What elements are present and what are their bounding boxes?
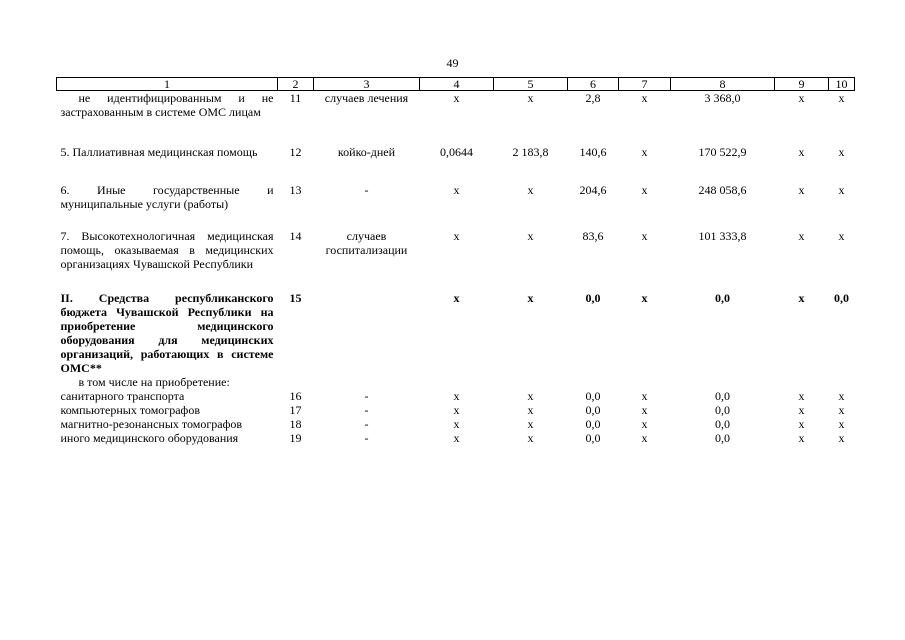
table-cell: 248 058,6 (698, 183, 747, 197)
table-cell: 0,0 (585, 389, 601, 403)
table-cell: х (453, 389, 460, 403)
table-cell: 17 (289, 403, 302, 417)
row-label: 7. Высокотехнологичная медицинская помощь, оказываемая в медицинских организациях Чувашской Республики (60, 229, 274, 271)
table-cell: 11 (289, 91, 302, 105)
table-cell: х (453, 91, 460, 105)
table-row (57, 229, 855, 291)
table-cell: - (364, 417, 369, 431)
table-cell: х (641, 183, 648, 197)
table-cell: х (641, 91, 648, 105)
col-header: 7 (619, 78, 671, 91)
table-cell (568, 375, 619, 389)
table-cell: 204,6 (579, 183, 607, 197)
table-cell: 0,0 (715, 417, 730, 431)
table-cell: 0,0 (585, 431, 601, 445)
table-cell (494, 375, 568, 389)
col-header: 3 (314, 78, 420, 91)
table-cell: 0,0 (585, 403, 601, 417)
table-cell: 83,6 (582, 229, 604, 243)
table-cell: х (527, 183, 534, 197)
table-cell: х (527, 417, 534, 431)
col-header: 2 (278, 78, 314, 91)
table-cell: х (527, 431, 534, 445)
table-cell: 16 (289, 389, 302, 403)
table-cell: х (641, 417, 648, 431)
table-cell: х (641, 229, 648, 243)
table-cell: х (641, 145, 648, 159)
table-row (57, 417, 855, 431)
table-cell: 2 183,8 (512, 145, 549, 159)
table-cell (619, 375, 671, 389)
table-row (57, 183, 855, 229)
row-label: компьютерных томографов (60, 403, 200, 417)
table-cell: 12 (289, 145, 302, 159)
row-label: иного медицинского оборудования (60, 431, 239, 445)
table-cell: - (364, 389, 369, 403)
table-cell: х (838, 145, 845, 159)
table-cell (671, 375, 775, 389)
table-cell: 14 (289, 229, 302, 243)
table-cell: х (453, 229, 460, 243)
table-row (57, 431, 855, 445)
table-cell: х (641, 431, 648, 445)
table-cell: х (798, 229, 805, 243)
table-cell: случаев лечения (324, 91, 409, 105)
table-cell (314, 375, 420, 389)
col-header: 6 (568, 78, 619, 91)
col-header: 5 (494, 78, 568, 91)
table-cell: 0,0 (715, 389, 730, 403)
table-cell: 101 333,8 (698, 229, 747, 243)
table-cell: х (527, 403, 534, 417)
table-cell: х (453, 431, 460, 445)
table-cell: х (527, 291, 534, 305)
table-cell: койко-дней (337, 145, 396, 159)
table-cell: х (838, 91, 845, 105)
col-header: 9 (775, 78, 829, 91)
table-cell: х (527, 389, 534, 403)
col-header: 4 (420, 78, 494, 91)
table-cell: 0,0 (834, 291, 849, 305)
table-cell: 170 522,9 (698, 145, 747, 159)
table-cell: х (798, 183, 805, 197)
data-table (56, 77, 855, 445)
row-label: санитарного транспорта (60, 389, 185, 403)
row-label: 6. Иные государственные и муниципальные услуги (работы) (60, 183, 274, 211)
table-cell: 0,0 (715, 403, 730, 417)
table-cell: х (527, 91, 534, 105)
header-row (57, 78, 855, 91)
table-cell: х (453, 183, 460, 197)
table-cell: случаев госпитализации (325, 229, 408, 257)
table-cell: 15 (289, 291, 302, 305)
table-row (57, 375, 855, 389)
table-cell (829, 375, 855, 389)
table-cell: - (364, 431, 369, 445)
table-cell: х (838, 183, 845, 197)
table-cell: х (453, 417, 460, 431)
col-header: 10 (829, 78, 855, 91)
table-cell: 0,0 (715, 291, 730, 305)
table-cell: 19 (289, 431, 302, 445)
table-cell: х (798, 417, 805, 431)
table-cell: х (838, 431, 845, 445)
table-cell: х (798, 91, 805, 105)
table-cell: 2,8 (585, 91, 601, 105)
table-cell: х (641, 389, 648, 403)
table-cell (420, 375, 494, 389)
table-cell: - (364, 183, 369, 197)
table-row (57, 91, 855, 146)
row-label: магнитно-резонансных томографов (60, 417, 243, 431)
table-cell: х (838, 389, 845, 403)
table-cell: - (364, 403, 369, 417)
row-label: II. Средства республиканского бюджета Чувашской Республики на приобретение медицинского оборудования для медицинских организаций, работающих в системе ОМС** (60, 291, 274, 375)
table-cell: 140,6 (579, 145, 607, 159)
table-cell: 13 (289, 183, 302, 197)
table-row (57, 389, 855, 403)
col-header: 1 (57, 78, 278, 91)
table-cell (278, 375, 314, 389)
table-cell: х (838, 403, 845, 417)
row-label: не идентифицированным и не застрахованным в системе ОМС лицам (60, 91, 274, 119)
table-cell: х (453, 291, 460, 305)
table-cell: 0,0 (715, 431, 730, 445)
page-number: 49 (446, 56, 459, 70)
row-label: 5. Паллиативная медицинская помощь (60, 145, 258, 159)
table-cell: х (641, 403, 648, 417)
table-cell: х (798, 145, 805, 159)
table-cell: х (798, 291, 805, 305)
table-cell (775, 375, 829, 389)
table-row (57, 145, 855, 183)
table-cell: х (527, 229, 534, 243)
table-cell: 18 (289, 417, 302, 431)
col-header: 8 (671, 78, 775, 91)
table-cell: х (798, 403, 805, 417)
row-label: в том числе на приобретение: (78, 375, 230, 389)
table-cell: х (798, 389, 805, 403)
table-cell: 3 368,0 (704, 91, 741, 105)
table-row (57, 291, 855, 375)
table-row (57, 403, 855, 417)
table-cell (314, 291, 420, 375)
table-cell: х (838, 229, 845, 243)
table-cell: 0,0644 (440, 145, 473, 159)
table-cell: х (838, 417, 845, 431)
table-cell: х (798, 431, 805, 445)
table-cell: х (453, 403, 460, 417)
table-cell: 0,0 (585, 291, 601, 305)
table-cell: х (641, 291, 648, 305)
table-cell: 0,0 (585, 417, 601, 431)
